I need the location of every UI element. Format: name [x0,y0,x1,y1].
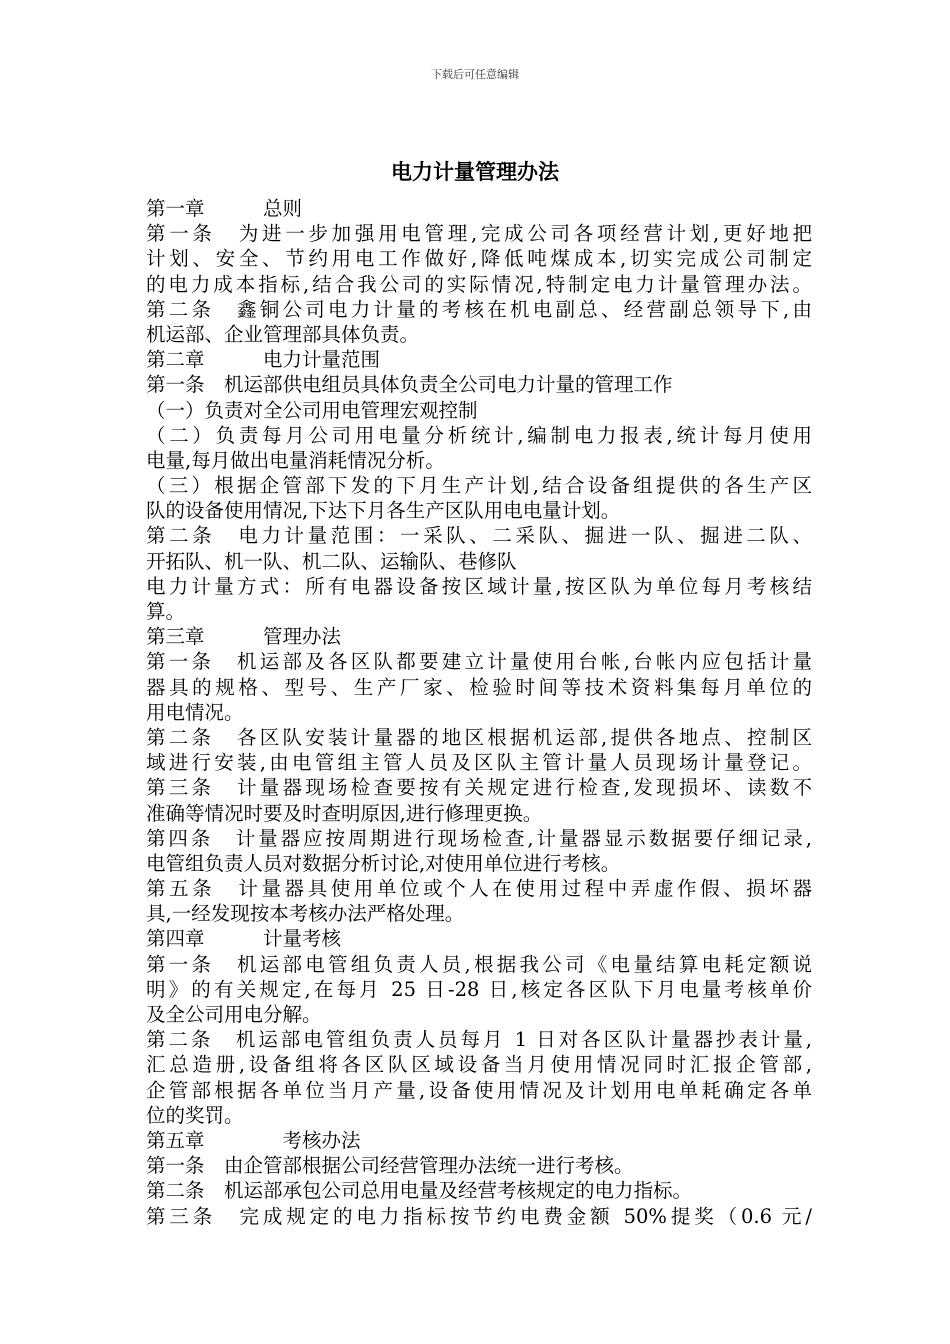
text-line: 第一条 由企管部根据公司经营管理办法统一进行考核。 [146,1154,634,1178]
chapter-heading: 第一章 总则 [146,197,303,220]
text-line: 第二条 各区队安装计量器的地区根据机运部,提供各地点、控制区 [146,725,812,749]
text-line: 电管组负责人员对数据分析讨论,对使用单位进行考核。 [146,851,621,875]
text-line: 队的设备使用情况,下达下月各生产区队用电电量计划。 [146,499,621,523]
text-line: 第一条 机运部及各区队都要建立计量使用台帐,台帐内应包括计量 [146,650,812,674]
text-line: 算。 [146,600,186,623]
text-line: 明》的有关规定,在每月 25 日-28 日,核定各区队下月电量考核单价 [146,977,812,1001]
text-line: 的电力成本指标,结合我公司的实际情况,特制定电力计量管理办法。 [146,272,812,296]
text-line: 电量,每月做出电量消耗情况分析。 [146,448,445,472]
text-line: 及全公司用电分解。 [146,1003,322,1026]
text-line: 具,一经发现按本考核办法严格处理。 [146,902,465,926]
text-line: （二）负责每月公司用电量分析统计,编制电力报表,统计每月使用 [146,423,812,447]
text-line: 电力计量方式：所有电器设备按区域计量,按区队为单位每月考核结 [146,574,812,598]
text-line: 第二条 鑫铜公司电力计量的考核在机电副总、经营副总领导下,由 [146,297,812,321]
text-line: 第四条 计量器应按周期进行现场检查,计量器显示数据要仔细记录, [146,826,812,850]
text-line: 第二条 机运部电管组负责人员每月 1 日对各区队计量器抄表计量, [146,1028,812,1052]
chapter-heading: 第三章 管理办法 [146,625,342,649]
text-line: 开拓队、机一队、机二队、运输队、巷修队 [146,549,517,573]
chapter-heading: 第二章 电力计量范围 [146,348,381,372]
header-note: 下载后可任意编辑 [431,68,519,81]
text-line: 计划、安全、节约用电工作做好,降低吨煤成本,切实完成公司制定 [146,247,812,271]
chapter-heading: 第五章 考核办法 [146,1128,361,1152]
text-line: 第二条 电力计量范围：一采队、二采队、掘进一队、掘进二队、 [146,524,812,548]
text-line: 机运部、企业管理部具体负责。 [146,322,420,346]
text-line: 位的奖罚。 [146,1103,244,1127]
text-line: 第三条 计量器现场检查要按有关规定进行检查,发现损坏、读数不 [146,776,812,800]
document-title: 电力计量管理办法 [391,160,559,184]
text-line: 域进行安装,由电管组主管人员及区队主管计量人员现场计量登记。 [146,751,812,775]
document-body [146,196,812,1229]
text-line: 汇总造册,设备组将各区队区域设备当月使用情况同时汇报企管部, [146,1053,812,1077]
chapter-heading: 第四章 计量考核 [146,927,342,951]
text-line: 第一条 为进一步加强用电管理,完成公司各项经营计划,更好地把 [146,222,812,246]
text-line: 第一条 机运部电管组负责人员,根据我公司《电量结算电耗定额说 [146,952,812,976]
text-line: （一）负责对全公司用电管理宏观控制 [146,398,478,422]
text-line: 器具的规格、型号、生产厂家、检验时间等技术资料集每月单位的 [146,675,812,699]
text-line: （三）根据企管部下发的下月生产计划,结合设备组提供的各生产区 [146,474,812,498]
text-line: 第一条 机运部供电组员具体负责全公司电力计量的管理工作 [146,373,673,397]
text-line: 第三条 完成规定的电力指标按节约电费金额 50%提奖（0.6 元/ [146,1204,812,1228]
text-line: 第五条 计量器具使用单位或个人在使用过程中弄虚作假、损坏器 [146,877,812,901]
text-line: 用电情况。 [146,700,244,724]
text-line: 企管部根据各单位当月产量,设备使用情况及计划用电单耗确定各单 [146,1078,812,1102]
text-line: 第二条 机运部承包公司总用电量及经营考核规定的电力指标。 [146,1179,693,1203]
text-line: 准确等情况时要及时查明原因,进行修理更换。 [146,801,543,825]
